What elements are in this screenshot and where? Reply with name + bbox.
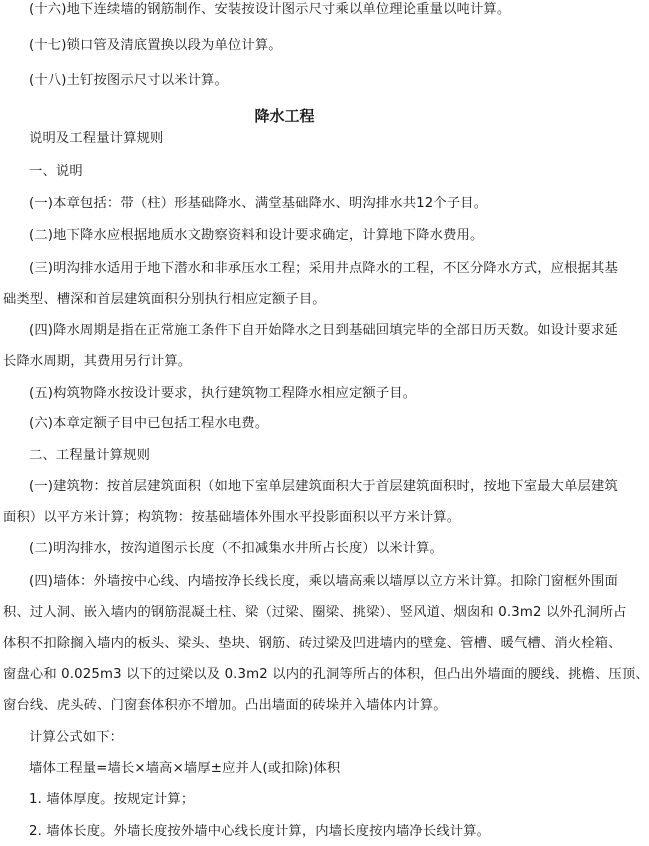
rule-4-line-5: 窗台线、虎头砖、门窗套体积亦不增加。凸出墙面的砖垛并入墙体内计算。: [3, 698, 447, 713]
rule-4-line-1: (四)墙体：外墙按中心线、内墙按净长线长度，乘以墙高乘以墙厚以立方米计算。扣除门窗框外围面: [29, 574, 618, 589]
item-16: (十六)地下连续墙的钢筋制作、安装按设计图示尺寸乘以单位理论重量以吨计算。: [29, 2, 511, 17]
rule-4-line-4: 窗盘心和 0.025m3 以下的过梁以及 0.3m2 以内的孔洞等所占的体积，但凸出外墙面的腰线、挑檐、压顶、: [3, 667, 649, 682]
intro-item-5: (五)构筑物降水按设计要求，执行建筑物工程降水相应定额子目。: [29, 386, 417, 401]
section-1-heading: 一、说明: [29, 164, 83, 179]
section-title: 降水工程: [254, 107, 315, 125]
formula-expression: 墙体工程量=墙长×墙高×墙厚±应并人(或扣除)体积: [29, 761, 341, 776]
intro-heading: 说明及工程量计算规则: [29, 131, 164, 146]
intro-item-6: (六)本章定额子目中已包括工程水电费。: [29, 416, 269, 431]
intro-item-4-line-1: (四)降水周期是指在正常施工条件下自开始降水之日到基础回填完毕的全部日历天数。如设计要求延: [29, 323, 618, 338]
intro-item-4-line-2: 长降水周期，其费用另行计算。: [3, 354, 192, 369]
intro-item-1: (一)本章包括：带（柱）形基础降水、满堂基础降水、明沟排水共12个子目。: [29, 196, 488, 211]
intro-item-3-line-1: (三)明沟排水适用于地下潜水和非承压水工程；采用井点降水的工程，不区分降水方式，应根据其基: [29, 261, 618, 276]
rule-1-line-2: 面积）以平方米计算；构筑物：按基础墙体外围水平投影面积以平方米计算。: [3, 510, 461, 525]
intro-item-2: (二)地下降水应根据地质水文勘察资料和设计要求确定，计算地下降水费用。: [29, 228, 484, 243]
rule-2: (二)明沟排水，按沟道图示长度（不扣减集水井所占长度）以米计算。: [29, 541, 444, 556]
intro-item-3-line-2: 础类型、槽深和首层建筑面积分别执行相应定额子目。: [3, 292, 326, 307]
rule-4-line-3: 体积不扣除搁入墙内的板头、梁头、垫块、钢筋、砖过梁及凹进墙内的壁龛、管槽、暖气槽、消火栓箱、: [3, 636, 622, 651]
item-18: (十八)土钉按图示尺寸以米计算。: [29, 73, 228, 88]
formula-step-1: 1. 墙体厚度。按规定计算；: [29, 792, 195, 807]
rule-4-line-2: 积、过人洞、嵌入墙内的钢筋混凝土柱、梁（过梁、圈梁、挑梁）、竖风道、烟囱和 0.3m2 以外孔洞所占: [3, 605, 627, 620]
formula-step-2: 2. 墙体长度。外墙长度按外墙中心线长度计算，内墙长度按内墙净长线计算。: [29, 824, 491, 839]
item-17: (十七)锁口管及清底置换以段为单位计算。: [29, 38, 282, 53]
section-2-heading: 二、工程量计算规则: [29, 448, 151, 463]
rule-1-line-1: (一)建筑物：按首层建筑面积（如地下室单层建筑面积大于首层建筑面积时，按地下室最大单层建筑: [29, 479, 618, 494]
formula-heading: 计算公式如下：: [29, 730, 124, 745]
